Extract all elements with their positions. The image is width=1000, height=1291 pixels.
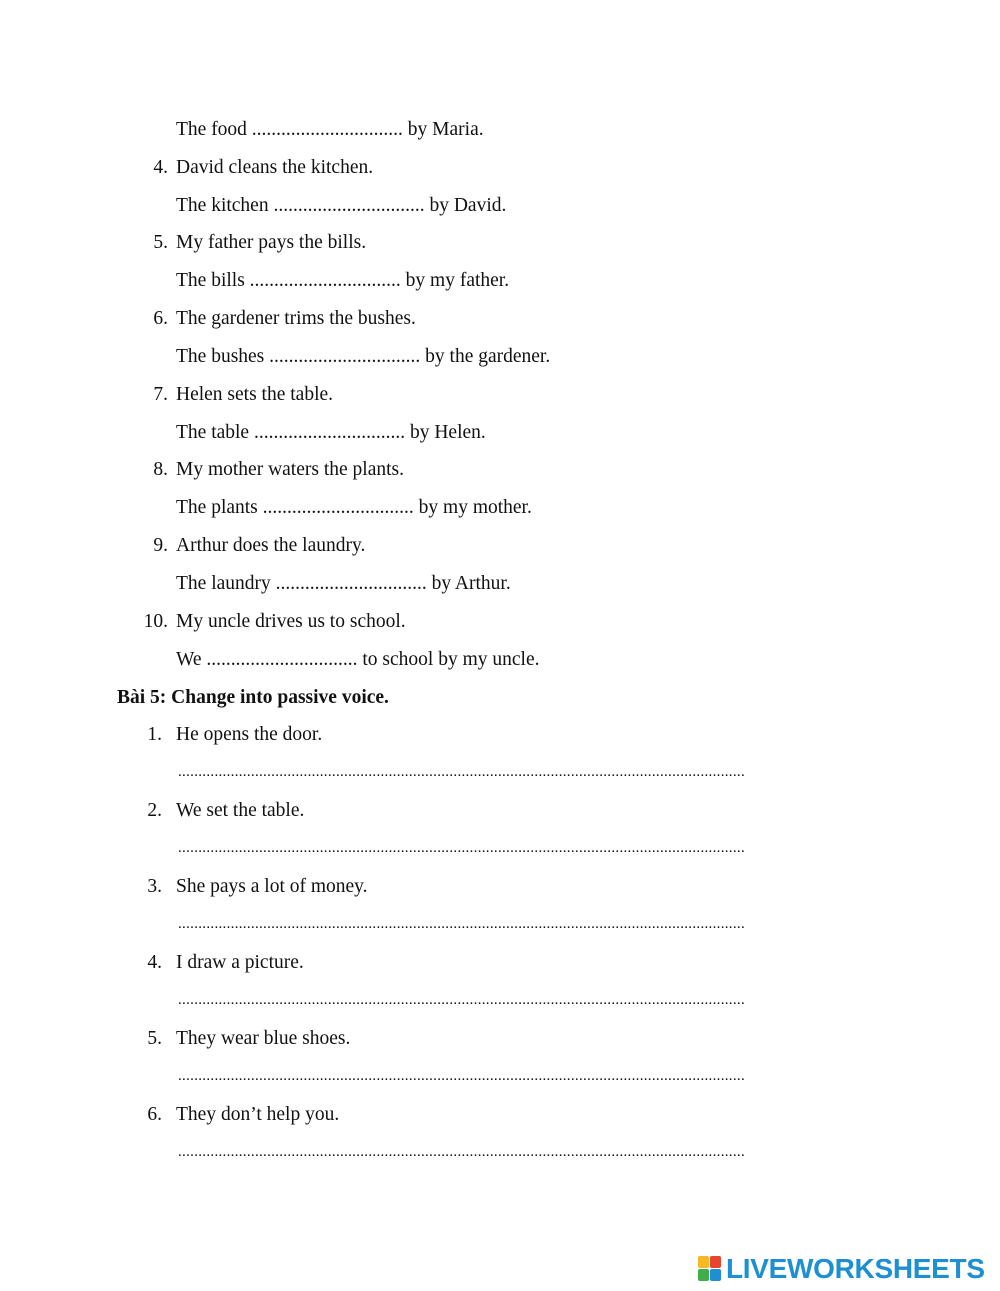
answer-field[interactable]: ............................................................................................................................................ [178,765,745,780]
exercise-5-heading: Bài 5: Change into passive voice. [117,687,389,708]
answer-field[interactable]: ............................................................................................................................................ [178,993,745,1008]
item-number: 6. [147,1104,162,1125]
active-sentence: My mother waters the plants. [176,459,404,480]
item-number: 8. [153,459,168,480]
brand-name: LIVEWORKSHEETS [726,1253,985,1284]
active-sentence: He opens the door. [176,724,323,745]
answer-field[interactable]: ............................................................................................................................................ [178,917,745,932]
active-sentence: The gardener trims the bushes. [176,308,416,329]
passive-sentence-blank: We ............................... to school by my uncle. [176,649,540,670]
active-sentence: We set the table. [176,800,305,821]
passive-sentence-blank: The plants ............................... by my mother. [176,497,532,518]
active-sentence: David cleans the kitchen. [176,157,374,178]
answer-field[interactable]: ............................................................................................................................................ [178,1145,745,1160]
item-number: 6. [153,308,168,329]
active-sentence: Arthur does the laundry. [176,535,366,556]
passive-sentence-blank: The bushes ............................... by the gardener. [176,346,551,367]
liveworksheets-blocks-icon [698,1256,722,1282]
answer-field[interactable]: ............................................................................................................................................ [178,1069,745,1084]
item-number: 4. [153,157,168,178]
item-number: 5. [153,232,168,253]
liveworksheets-logo [698,1254,985,1284]
active-sentence: My father pays the bills. [176,232,367,253]
item-number: 7. [153,384,168,405]
passive-sentence-blank: The kitchen ............................... by David. [176,195,507,216]
active-sentence: Helen sets the table. [176,384,334,405]
active-sentence: I draw a picture. [176,952,304,973]
item-number: 9. [153,535,168,556]
active-sentence: They don’t help you. [176,1104,340,1125]
active-sentence: They wear blue shoes. [176,1028,351,1049]
passive-sentence-blank: The laundry ............................... by Arthur. [176,573,511,594]
item-number: 3. [147,876,162,897]
item-number: 2. [147,800,162,821]
passive-sentence-blank: The bills ............................... by my father. [176,270,510,291]
item-number: 1. [147,724,162,745]
item-number: 5. [147,1028,162,1049]
answer-field[interactable]: ............................................................................................................................................ [178,841,745,856]
active-sentence: She pays a lot of money. [176,876,368,897]
item-number: 10. [143,611,168,632]
active-sentence: My uncle drives us to school. [176,611,406,632]
item-number: 4. [147,952,162,973]
passive-sentence-blank: The food ............................... by Maria. [176,119,484,140]
passive-sentence-blank: The table ............................... by Helen. [176,422,486,443]
